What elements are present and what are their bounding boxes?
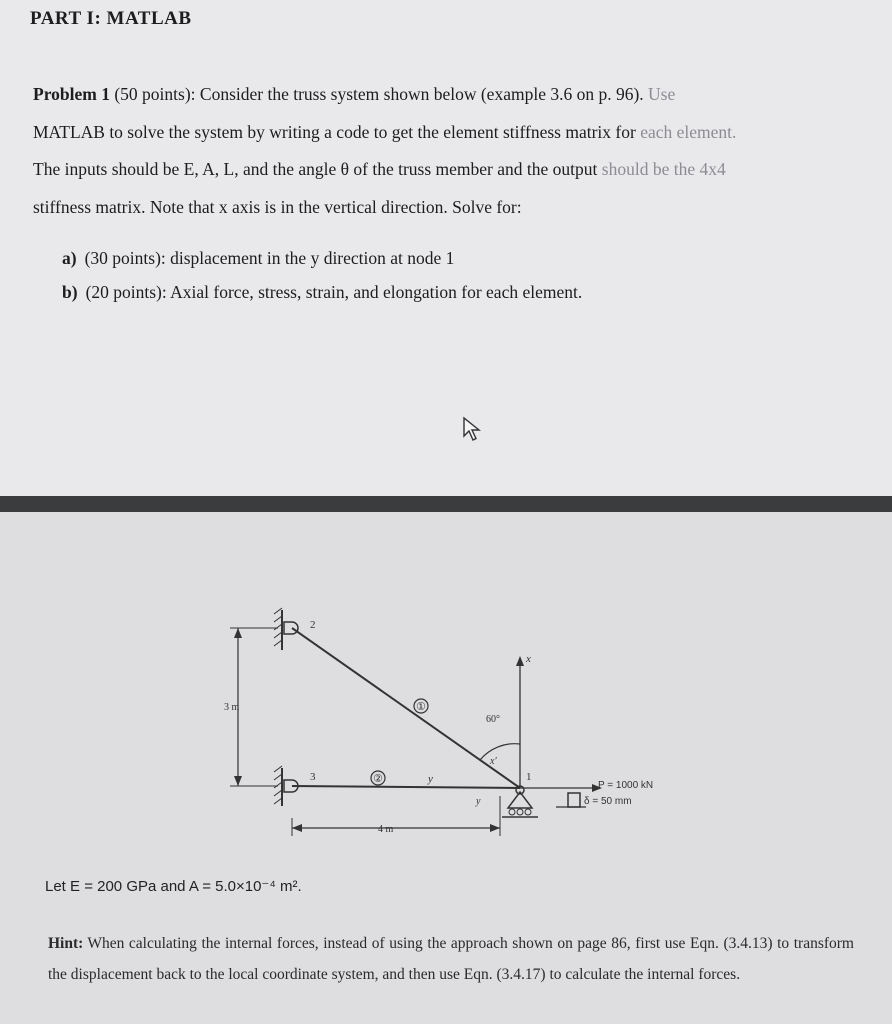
label-angle: 60° bbox=[486, 714, 500, 725]
dimension-width bbox=[292, 796, 500, 836]
hint-paragraph bbox=[48, 928, 854, 990]
problem-line3b: should be the 4x4 bbox=[601, 159, 726, 179]
label-gap: δ = 50 mm bbox=[584, 796, 632, 807]
problem-line2b: each element. bbox=[640, 121, 737, 142]
parts-list bbox=[62, 241, 862, 309]
label-y-local: y bbox=[476, 796, 481, 807]
hint-text: When calculating the internal forces, instead of using the approach shown on page 86, first use Eqn. (3.4.13) to transform the displacement back to the local coordinate system, and then use Eqn. (3.4.17) to calculate the internal forces. bbox=[48, 935, 854, 983]
label-load: P = 1000 kN bbox=[598, 780, 654, 791]
part-b-text: (20 points): Axial force, stress, strain, and elongation for each element. bbox=[85, 282, 583, 302]
problem-text bbox=[33, 76, 878, 226]
label-x-axis: x bbox=[526, 653, 531, 665]
part-b-label: b) bbox=[62, 282, 78, 302]
gap-stop bbox=[556, 793, 586, 807]
label-node3: 3 bbox=[310, 771, 316, 783]
hint-label: Hint: bbox=[48, 935, 84, 952]
problem-use: Use bbox=[648, 84, 676, 104]
angle-arc bbox=[480, 744, 520, 760]
problem-line2a: MATLAB to solve the system by writing a code to get the element stiffness matrix for bbox=[33, 121, 636, 142]
truss-diagram bbox=[200, 596, 700, 846]
pin-support bbox=[502, 786, 538, 817]
label-element2: ② bbox=[373, 772, 383, 785]
problem-line4: stiffness matrix. Note that x axis is in the vertical direction. Solve for: bbox=[33, 196, 522, 217]
label-width: 4 m bbox=[378, 824, 394, 835]
problem-points: (50 points): Consider the truss system shown below (example 3.6 on p. 96). bbox=[114, 84, 644, 104]
part-a-text: (30 points): displacement in the y direction at node 1 bbox=[84, 248, 455, 268]
label-element1: ① bbox=[416, 700, 426, 713]
label-x-prime: x′ bbox=[490, 756, 497, 767]
part-a bbox=[62, 241, 862, 275]
section-divider bbox=[0, 496, 892, 512]
label-node2: 2 bbox=[310, 619, 316, 631]
label-node1: 1 bbox=[526, 771, 532, 783]
label-y-axis: y bbox=[428, 773, 433, 785]
truss-member-1 bbox=[292, 628, 520, 788]
problem-line3a: The inputs should be E, A, L, and the angle θ of the truss member and the output bbox=[33, 159, 598, 179]
part-a-label: a) bbox=[62, 248, 77, 268]
problem-number: Problem 1 bbox=[33, 84, 110, 104]
page-heading: PART I: MATLAB bbox=[30, 8, 192, 29]
given-values: Let E = 200 GPa and A = 5.0×10⁻⁴ m². bbox=[45, 878, 302, 895]
truss-member-2 bbox=[292, 786, 520, 788]
mouse-pointer-icon bbox=[462, 416, 484, 442]
label-height: 3 m bbox=[224, 702, 240, 713]
part-b bbox=[62, 275, 862, 309]
